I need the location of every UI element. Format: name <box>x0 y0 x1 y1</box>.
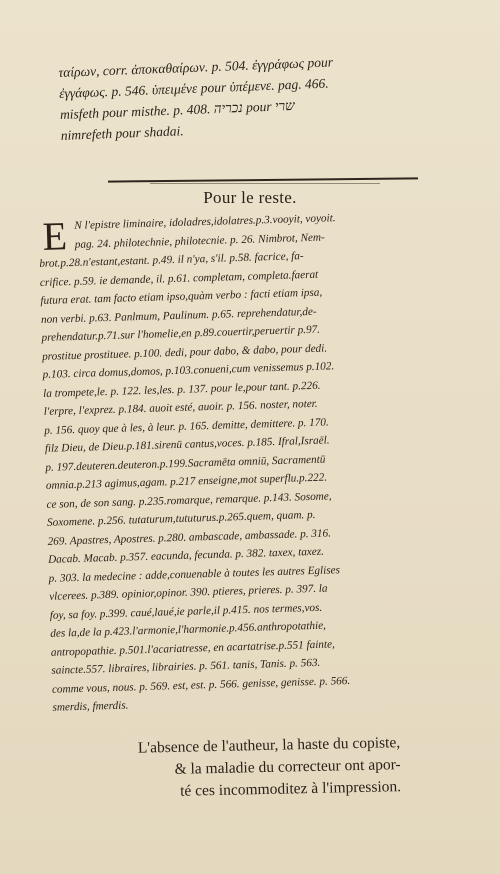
errata-line: N l'epistre liminaire, idoladres,idolatres.p.3.vooyit, voyoit. <box>74 212 336 232</box>
errata-line: p.103. circa domus,domos, p.103.conueni,cum venissemus p.102. <box>42 360 335 381</box>
errata-line: nimrefeth pour shadai. <box>60 123 184 143</box>
errata-line: Soxomene. p.256. tutaturum,tututurus.p.265.quem, quam. p. <box>46 508 316 529</box>
errata-line: brot.p.28.n'estant,estant. p.49. il n'ya, s'il. p.58. facrice, fa- <box>39 250 304 270</box>
drop-cap: E <box>41 213 68 259</box>
errata-line: futura erat. tam facto etiam ipso,quàm verbo : facti etiam ipsa, <box>40 286 323 307</box>
errata-line: prostitue prostituee. p.100. dedi, pour dabo, & dabo, pour dedi. <box>41 341 328 363</box>
closing-line: L'absence de l'autheur, la haste du copiste, <box>137 734 401 757</box>
errata-line: des la,de la p.423.l'armonie,l'harmonie.p.456.anthropotathie, <box>50 619 327 640</box>
errata-line: antropopathie. p.501.l'acariatresse, en acartatrise.p.551 fainte, <box>50 637 335 659</box>
errata-line: pag. 24. philotechnie, philotecnie. p. 26. Nimbrot, Nem- <box>74 231 325 251</box>
errata-line: misfeth pour misthe. p. 408. נכריה pour שרי <box>59 97 295 122</box>
closing-note <box>120 732 401 804</box>
section-title: Pour le reste. <box>203 188 297 207</box>
errata-line: crifice. p.59. ie demande, il. p.61. completam, completa.faerat <box>39 268 319 289</box>
errata-line: p. 197.deuteren.deuteron.p.199.Sacramēta omniū, Sacramentū <box>45 453 326 474</box>
errata-line: foy, sa foy. p.399. caué,laué,ie parle,il p.415. nos termes,vos. <box>49 601 323 622</box>
closing-line: té ces incommoditez à l'impression. <box>179 778 402 800</box>
errata-line: ταίρων, corr. ἀποκαθαίρων. p. 504. ἐγγράφως pour <box>58 54 334 80</box>
errata-continuation <box>58 47 461 146</box>
errata-line: saincte.557. libraires, librairies. p. 561. tanis, Tanis. p. 563. <box>51 656 321 677</box>
errata-line: la trompete,le. p. 122. les,les. p. 137. pour le,pour tant. p.226. <box>43 379 321 400</box>
errata-line: omnia.p.213 agimus,agam. p.217 enseigne,mot superflu.p.222. <box>45 471 328 492</box>
errata-body <box>38 206 443 717</box>
errata-line: vlcerees. p.389. opinior,opinor. 390. ptieres, prieres. p. 397. la <box>49 582 328 603</box>
errata-line: comme vous, nous. p. 569. est, est. p. 566. genisse, genisse. p. 566. <box>51 674 351 696</box>
closing-line: & la maladie du correcteur ont apor- <box>174 756 401 778</box>
errata-line: non verbi. p.63. Panlmum, Paulinum. p.65. reprehendatur,de- <box>40 305 317 326</box>
errata-line: prehendatur.p.71.sur l'homelie,en p.89.couertir,peruertir p.97. <box>41 323 321 344</box>
section-rule <box>108 177 418 182</box>
errata-line: Dacab. Macab. p.357. eacunda, fecunda. p. 382. taxex, taxez. <box>47 545 325 566</box>
errata-line: ἐγγάφως. p. 546. ὑπειμένε pour ὑπέμενε. pag. 466. <box>58 75 329 101</box>
errata-line: smerdis, fmerdis. <box>52 699 129 714</box>
errata-line: 269. Apastres, Apostres. p.280. ambascade, ambassade. p. 316. <box>47 526 332 548</box>
errata-line: p. 156. quoy que à les, à leur. p. 165. demitte, demittere. p. 170. <box>44 415 329 437</box>
errata-line: ce son, de son sang. p.235.romarque, remarque. p.143. Sosome, <box>46 489 332 511</box>
section-rule-thin <box>150 183 380 184</box>
errata-line: p. 303. la medecine : adde,conuenable à toutes les autres Eglises <box>48 563 341 585</box>
errata-text <box>38 206 443 717</box>
errata-line: filz Dieu, de Dieu.p.181.sirenū cantus,voces. p.185. Ifral,Israël. <box>44 434 330 455</box>
errata-line: l'erpre, l'exprez. p.184. auoit esté, auoir. p. 156. noster, noter. <box>43 397 318 418</box>
